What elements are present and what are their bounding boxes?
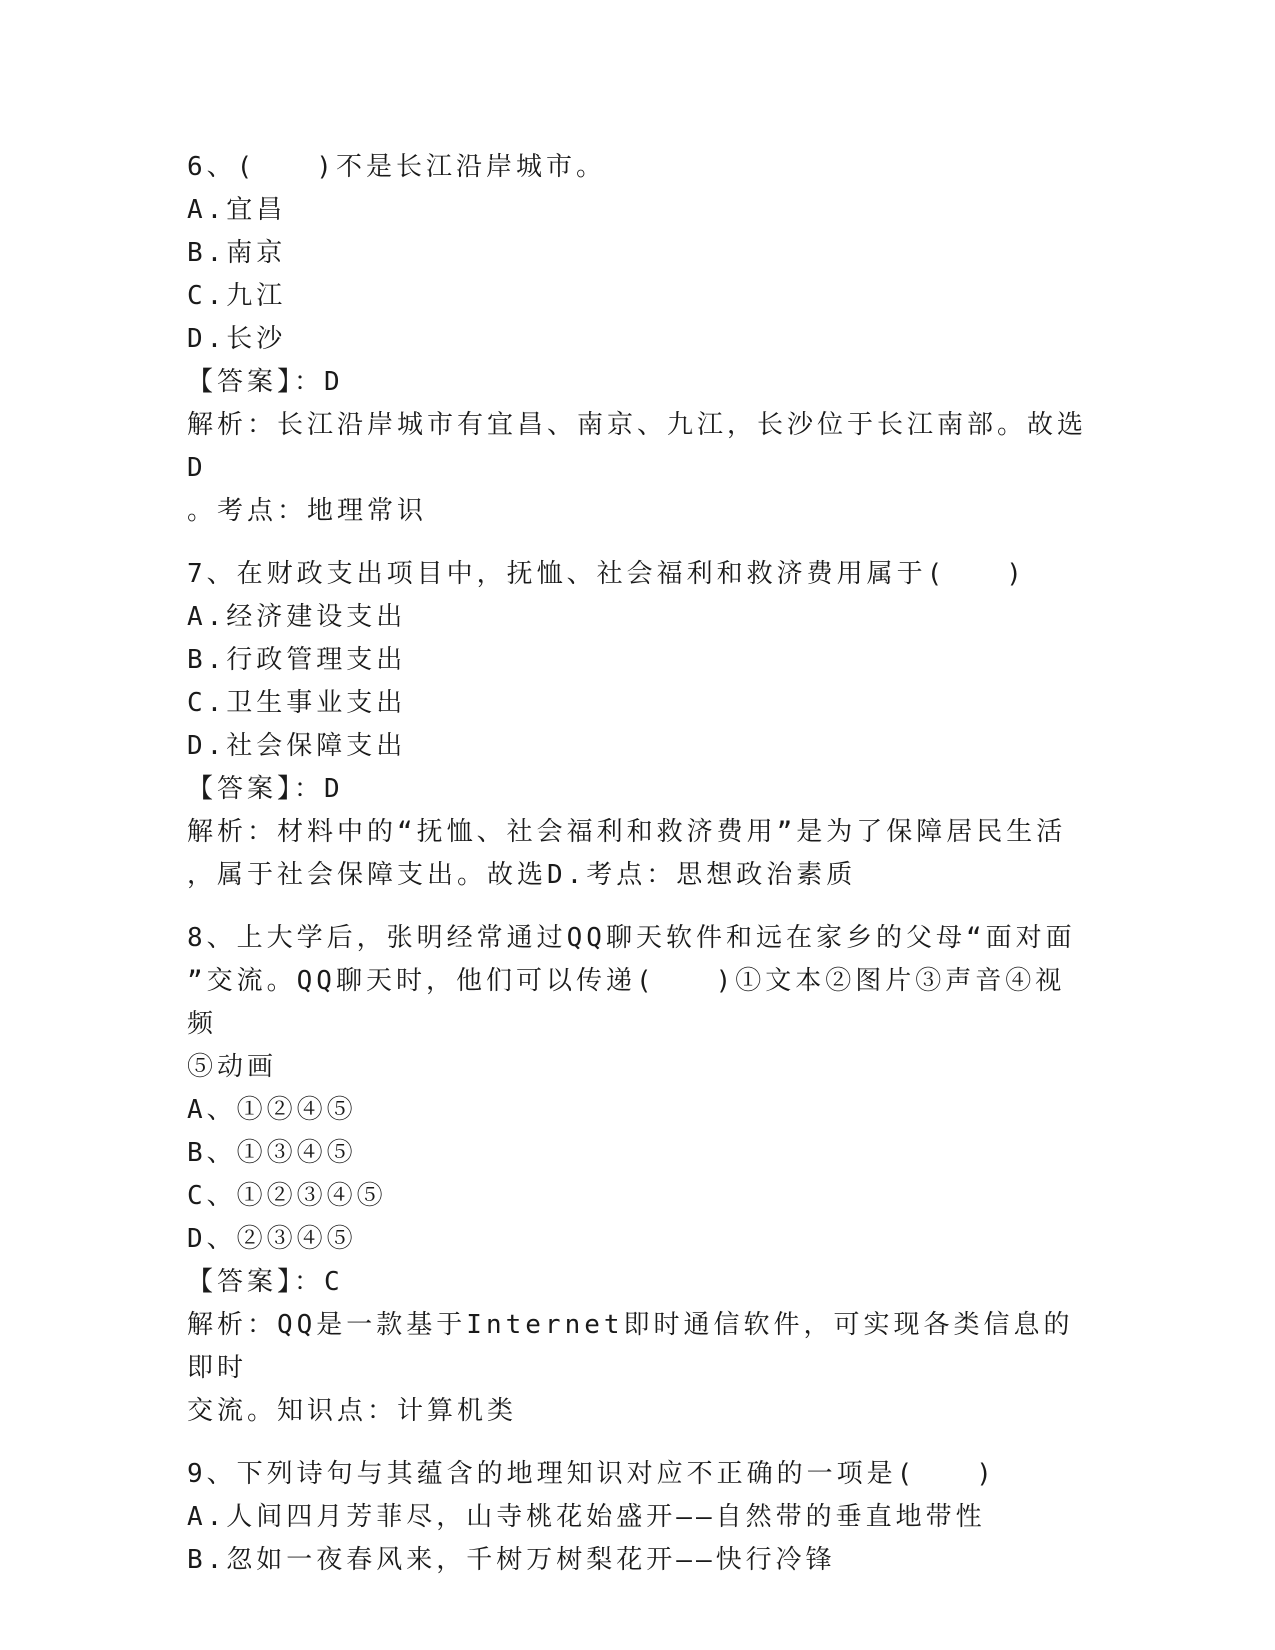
analysis-line: 解析：QQ是一款基于Internet即时通信软件，可实现各类信息的即时	[187, 1310, 1074, 1383]
option-c: C、①②③④⑤	[187, 1181, 387, 1211]
question-6	[187, 146, 1087, 533]
analysis-line: 交流。知识点：计算机类	[187, 1396, 518, 1426]
analysis-line: 解析：材料中的“抚恤、社会福利和救济费用”是为了保障居民生活	[187, 817, 1067, 847]
answer-line: 【答案】：D	[187, 774, 344, 804]
analysis-line: 。考点：地理常识	[187, 496, 428, 526]
option-b: B.南京	[187, 238, 287, 268]
document-page	[187, 146, 1087, 1602]
option-c: C.卫生事业支出	[187, 688, 407, 718]
answer-line: 【答案】：D	[187, 367, 344, 397]
question-8	[187, 917, 1087, 1433]
answer-line: 【答案】：C	[187, 1267, 344, 1297]
option-a: A.人间四月芳菲尽，山寺桃花始盛开——自然带的垂直地带性	[187, 1502, 986, 1532]
question-stem: 7、在财政支出项目中，抚恤、社会福利和救济费用属于( )	[187, 559, 1026, 589]
option-c: C.九江	[187, 281, 287, 311]
question-stem: ”交流。QQ聊天时，他们可以传递( )①文本②图片③声音④视频	[187, 966, 1066, 1039]
option-b: B.行政管理支出	[187, 645, 407, 675]
option-b: B.忽如一夜春风来，千树万树梨花开——快行冷锋	[187, 1545, 836, 1575]
option-d: D.长沙	[187, 324, 287, 354]
option-a: A.宜昌	[187, 195, 287, 225]
option-d: D.社会保障支出	[187, 731, 407, 761]
analysis-line: 解析：长江沿岸城市有宜昌、南京、九江，长沙位于长江南部。故选D	[187, 410, 1088, 483]
question-7	[187, 553, 1087, 897]
question-stem: 9、下列诗句与其蕴含的地理知识对应不正确的一项是( )	[187, 1459, 996, 1489]
analysis-line: ，属于社会保障支出。故选D.考点：思想政治素质	[187, 860, 857, 890]
question-9	[187, 1453, 1087, 1582]
question-stem: 6、( )不是长江沿岸城市。	[187, 152, 606, 182]
option-a: A、①②④⑤	[187, 1095, 357, 1125]
option-a: A.经济建设支出	[187, 602, 407, 632]
question-stem: ⑤动画	[187, 1052, 278, 1082]
option-b: B、①③④⑤	[187, 1138, 357, 1168]
option-d: D、②③④⑤	[187, 1224, 357, 1254]
question-stem: 8、上大学后，张明经常通过QQ聊天软件和远在家乡的父母“面对面	[187, 923, 1076, 953]
